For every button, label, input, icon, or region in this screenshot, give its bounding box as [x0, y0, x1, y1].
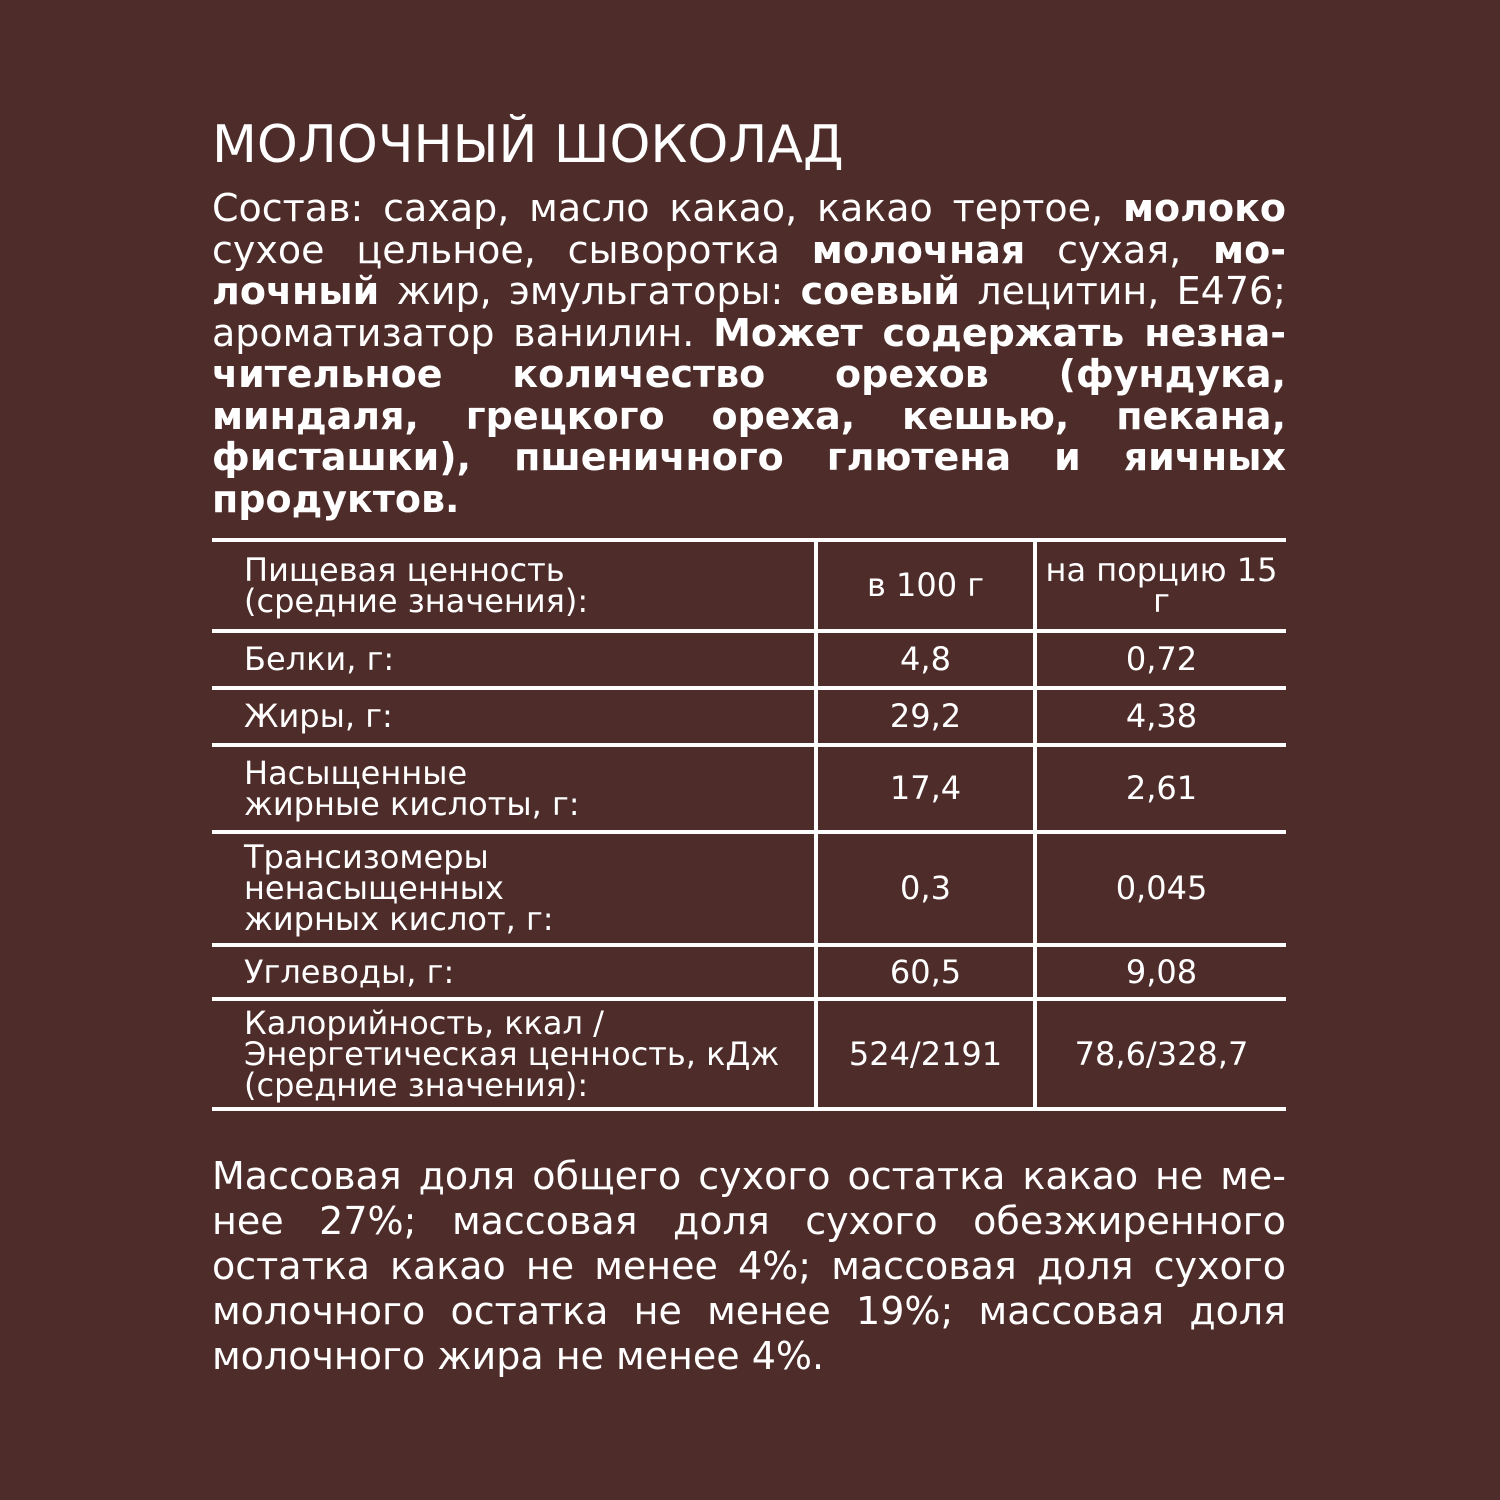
row-value-100g: 60,5 — [816, 945, 1035, 999]
composition-part: сухая, — [1025, 227, 1214, 272]
table-row — [212, 945, 1286, 999]
table-row — [212, 999, 1286, 1109]
header-label: Пищевая ценность (средние значения): — [212, 540, 816, 631]
row-value-portion: 78,6/328,7 — [1035, 999, 1286, 1109]
row-label: Белки, г: — [212, 631, 816, 688]
allergen-milk-whey: молочная — [811, 227, 1026, 272]
row-value-portion: 0,72 — [1035, 631, 1286, 688]
row-label: Насыщенные жирные кислоты, г: — [212, 745, 816, 832]
table-row — [212, 688, 1286, 745]
composition-part: жир, эмульгаторы: — [379, 269, 801, 313]
table-header-row — [212, 540, 1286, 631]
mass-fraction-text: Массовая доля общего сухого остатка какао не менее 27%; массовая доля сухого обезжиренного остатка какао не менее 4%; массовая доля сухого молочного остатка не менее 19%; массовая доля молочного жира не менее 4%. — [212, 1154, 1286, 1378]
row-value-100g: 4,8 — [816, 631, 1035, 688]
row-value-100g: 17,4 — [816, 745, 1035, 832]
composition-part: сухое цельное, сыворотка — [212, 227, 812, 272]
product-title: МОЛОЧНЫЙ ШОКОЛАД — [212, 115, 844, 175]
composition-part: лецитин, Е476; ароматизатор ванилин. — [212, 269, 1286, 355]
row-label: Жиры, г: — [212, 688, 816, 745]
header-per-portion: на порцию 15 г — [1035, 540, 1286, 631]
row-value-portion: 4,38 — [1035, 688, 1286, 745]
allergen-milk-fat: молочный — [212, 227, 1286, 313]
composition-part: Состав: сахар, масло какао, какао тертое, — [212, 186, 1123, 230]
table-row — [212, 631, 1286, 688]
row-value-portion: 0,045 — [1035, 832, 1286, 945]
label-panel — [212, 112, 1286, 1378]
row-value-100g: 0,3 — [816, 832, 1035, 945]
allergen-milk: молоко — [1122, 186, 1286, 230]
allergen-soy: соевый — [800, 269, 961, 313]
header-per-100g: в 100 г — [816, 540, 1035, 631]
row-label: Калорийность, ккал / Энергетическая ценность, кДж (средние значения): — [212, 999, 816, 1109]
row-value-100g: 524/2191 — [816, 999, 1035, 1109]
composition-text — [212, 188, 1286, 520]
row-label: Углеводы, г: — [212, 945, 816, 999]
table-row — [212, 832, 1286, 945]
table-row — [212, 745, 1286, 832]
allergen-warning: Может содержать незначительное количество орехов (фундука, миндаля, грецкого ореха, кешью, пекана, фисташки), пшеничного глютена и яичных продуктов. — [212, 310, 1286, 521]
row-value-100g: 29,2 — [816, 688, 1035, 745]
nutrition-table — [212, 538, 1286, 1111]
row-label: Трансизомеры ненасыщенных жирных кислот, г: — [212, 832, 816, 945]
row-value-portion: 2,61 — [1035, 745, 1286, 832]
row-value-portion: 9,08 — [1035, 945, 1286, 999]
